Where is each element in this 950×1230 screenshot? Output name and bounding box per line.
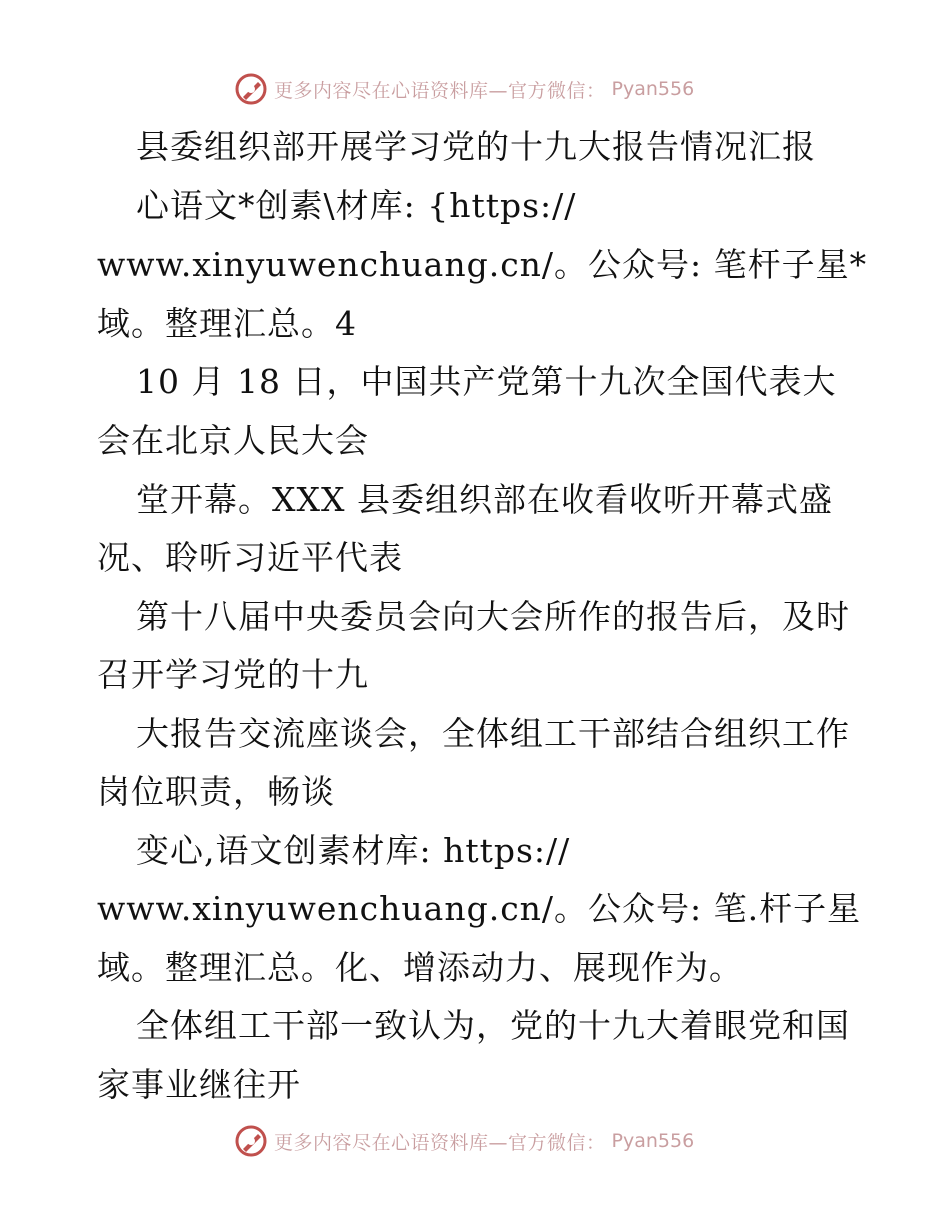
text-line: 堂开幕。XXX 县委组织部在收看收听开幕式盛 [136,480,833,519]
banner-text: 更多内容尽在心语资料库—官方微信： [274,1131,606,1154]
banner-handle: Pyan556 [611,78,695,100]
text-line: 岗位职责，畅谈 [97,772,335,811]
text-line: 大报告交流座谈会，全体组工干部结合组织工作 [136,714,850,753]
text-line: 10 月 18 日，中国共产党第十九次全国代表大 [136,362,837,401]
text-line: 心语文*创素\材库: {https:// [136,186,577,225]
text-line: 况、聆听习近平代表 [97,538,403,577]
text-line: 全体组工干部一致认为，党的十九大着眼党和国 [136,1006,850,1045]
text-line: 域。整理汇总。4 [97,304,357,343]
banner-handle: Pyan556 [611,1130,695,1152]
document-title: 县委组织部开展学习党的十九大报告情况汇报 [136,127,816,166]
pen-logo-icon [234,72,268,106]
header-watermark-banner [234,71,694,107]
footer-watermark-banner [234,1123,694,1159]
text-line: 域。整理汇总。化、增添动力、展现作为。 [97,948,743,987]
text-line: www.xinyuwenchuang.cn/。公众号: 笔杆子星* [97,245,868,284]
pen-logo-icon [234,1124,268,1158]
text-line: www.xinyuwenchuang.cn/。公众号: 笔.杆子星 [97,889,862,928]
text-line: 召开学习党的十九 [97,655,369,694]
text-line: 第十八届中央委员会向大会所作的报告后，及时 [136,597,850,636]
text-line: 变心,语文创素材库: https:// [136,831,571,870]
text-line: 会在北京人民大会 [97,421,369,460]
banner-text: 更多内容尽在心语资料库—官方微信： [274,79,606,102]
text-line: 家事业继往开 [97,1065,301,1104]
